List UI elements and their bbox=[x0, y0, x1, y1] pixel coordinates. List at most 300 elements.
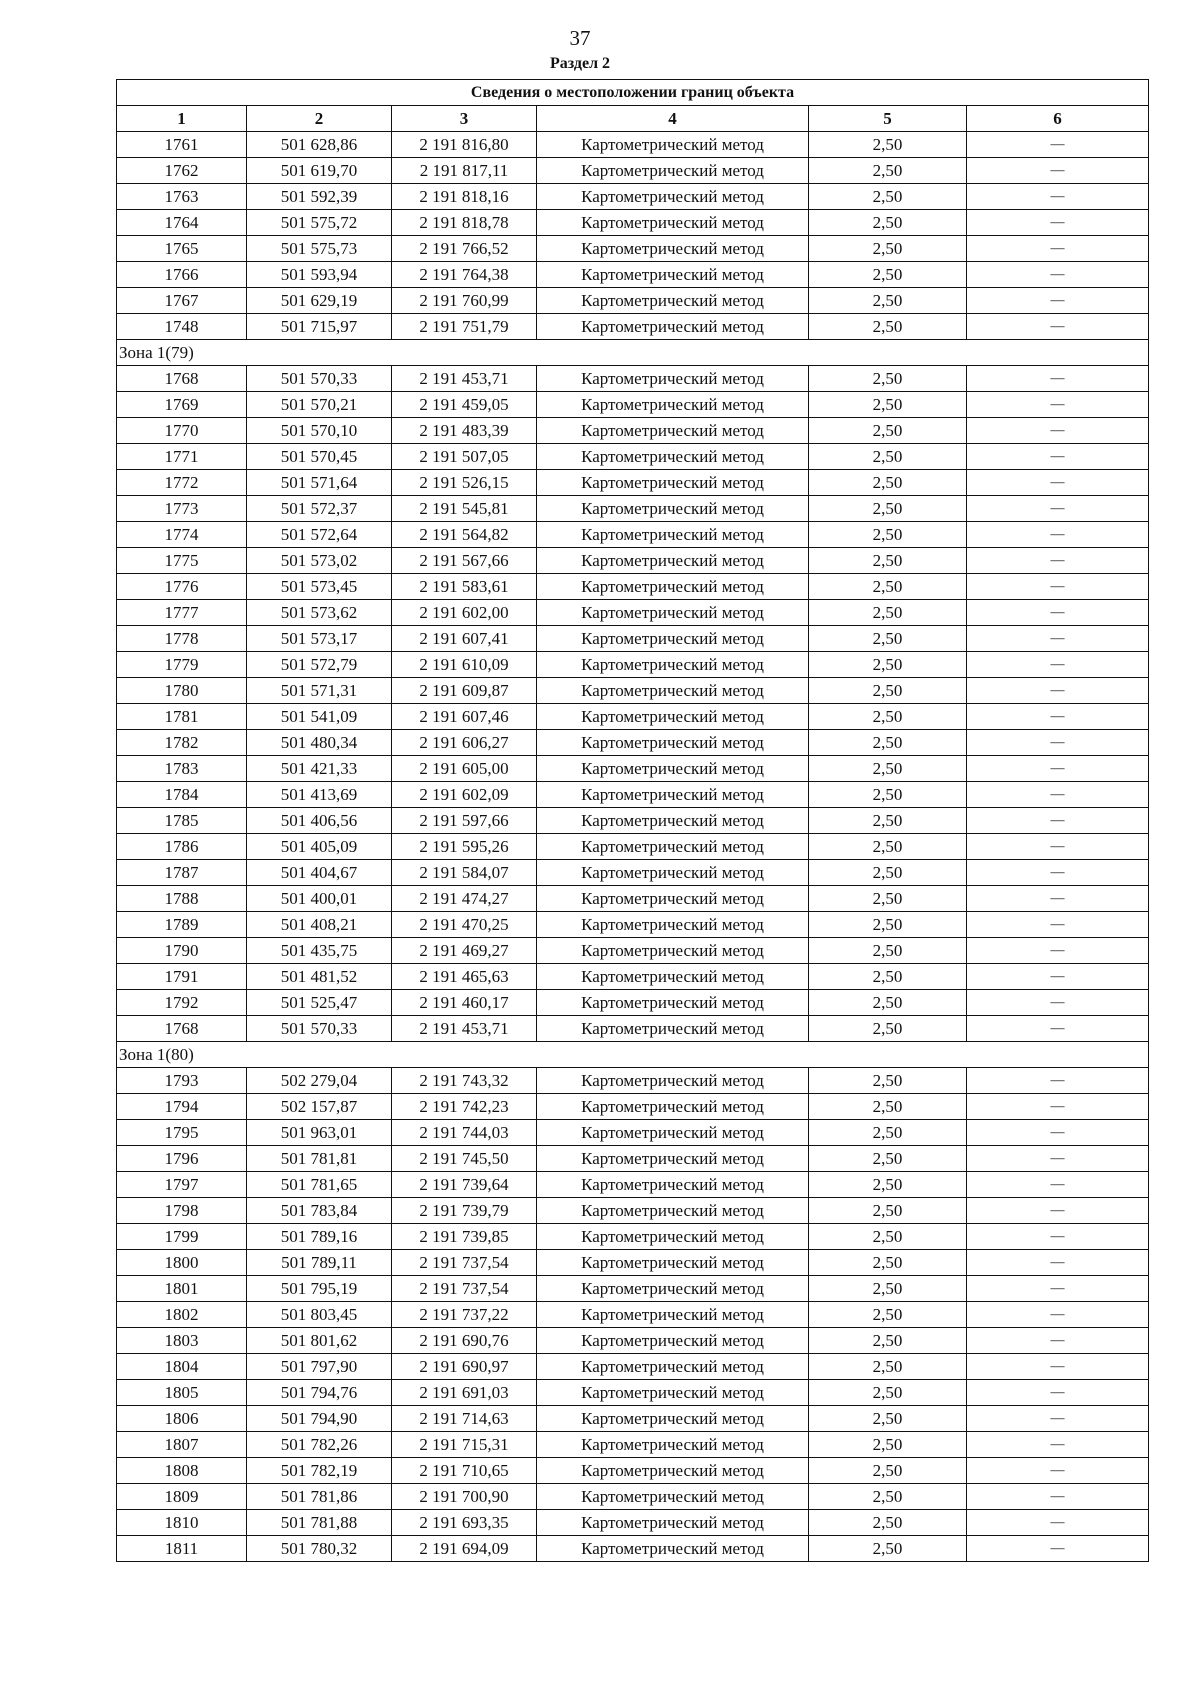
x-coordinate: 501 571,31 bbox=[247, 678, 392, 704]
method: Картометрический метод bbox=[537, 1380, 809, 1406]
accuracy: 2,50 bbox=[809, 678, 967, 704]
point-number: 1778 bbox=[117, 626, 247, 652]
accuracy: 2,50 bbox=[809, 314, 967, 340]
point-number: 1800 bbox=[117, 1250, 247, 1276]
accuracy: 2,50 bbox=[809, 1198, 967, 1224]
description: — bbox=[967, 262, 1149, 288]
table-row bbox=[117, 1458, 1149, 1484]
method: Картометрический метод bbox=[537, 132, 809, 158]
point-number: 1768 bbox=[117, 366, 247, 392]
x-coordinate: 501 782,19 bbox=[247, 1458, 392, 1484]
x-coordinate: 501 570,10 bbox=[247, 418, 392, 444]
x-coordinate: 501 481,52 bbox=[247, 964, 392, 990]
description: — bbox=[967, 860, 1149, 886]
description: — bbox=[967, 392, 1149, 418]
x-coordinate: 501 571,64 bbox=[247, 470, 392, 496]
column-header: 3 bbox=[392, 106, 537, 132]
table-row bbox=[117, 730, 1149, 756]
x-coordinate: 501 400,01 bbox=[247, 886, 392, 912]
point-number: 1786 bbox=[117, 834, 247, 860]
point-number: 1802 bbox=[117, 1302, 247, 1328]
point-number: 1810 bbox=[117, 1510, 247, 1536]
column-header: 2 bbox=[247, 106, 392, 132]
x-coordinate: 501 801,62 bbox=[247, 1328, 392, 1354]
point-number: 1790 bbox=[117, 938, 247, 964]
description: — bbox=[967, 418, 1149, 444]
table-row bbox=[117, 548, 1149, 574]
description: — bbox=[967, 132, 1149, 158]
zone-label: Зона 1(79) bbox=[117, 340, 1149, 366]
accuracy: 2,50 bbox=[809, 548, 967, 574]
x-coordinate: 501 781,88 bbox=[247, 1510, 392, 1536]
table-row bbox=[117, 288, 1149, 314]
y-coordinate: 2 191 595,26 bbox=[392, 834, 537, 860]
x-coordinate: 501 572,37 bbox=[247, 496, 392, 522]
table-title-row bbox=[117, 80, 1149, 106]
accuracy: 2,50 bbox=[809, 184, 967, 210]
zone-label: Зона 1(80) bbox=[117, 1042, 1149, 1068]
method: Картометрический метод bbox=[537, 782, 809, 808]
table-row bbox=[117, 834, 1149, 860]
point-number: 1772 bbox=[117, 470, 247, 496]
accuracy: 2,50 bbox=[809, 1536, 967, 1562]
point-number: 1777 bbox=[117, 600, 247, 626]
y-coordinate: 2 191 744,03 bbox=[392, 1120, 537, 1146]
y-coordinate: 2 191 742,23 bbox=[392, 1094, 537, 1120]
description: — bbox=[967, 600, 1149, 626]
y-coordinate: 2 191 715,31 bbox=[392, 1432, 537, 1458]
description: — bbox=[967, 808, 1149, 834]
point-number: 1785 bbox=[117, 808, 247, 834]
description: — bbox=[967, 1120, 1149, 1146]
x-coordinate: 501 421,33 bbox=[247, 756, 392, 782]
accuracy: 2,50 bbox=[809, 522, 967, 548]
table-row bbox=[117, 1198, 1149, 1224]
y-coordinate: 2 191 745,50 bbox=[392, 1146, 537, 1172]
method: Картометрический метод bbox=[537, 834, 809, 860]
table-row bbox=[117, 314, 1149, 340]
method: Картометрический метод bbox=[537, 730, 809, 756]
table-row bbox=[117, 1120, 1149, 1146]
description: — bbox=[967, 912, 1149, 938]
accuracy: 2,50 bbox=[809, 886, 967, 912]
table-row bbox=[117, 626, 1149, 652]
point-number: 1771 bbox=[117, 444, 247, 470]
method: Картометрический метод bbox=[537, 574, 809, 600]
table-row bbox=[117, 366, 1149, 392]
description: — bbox=[967, 834, 1149, 860]
method: Картометрический метод bbox=[537, 990, 809, 1016]
point-number: 1761 bbox=[117, 132, 247, 158]
description: — bbox=[967, 1380, 1149, 1406]
table-row bbox=[117, 964, 1149, 990]
table-title: Сведения о местоположении границ объекта bbox=[117, 80, 1149, 106]
description: — bbox=[967, 1146, 1149, 1172]
point-number: 1781 bbox=[117, 704, 247, 730]
y-coordinate: 2 191 751,79 bbox=[392, 314, 537, 340]
x-coordinate: 501 406,56 bbox=[247, 808, 392, 834]
point-number: 1764 bbox=[117, 210, 247, 236]
x-coordinate: 501 541,09 bbox=[247, 704, 392, 730]
table-row bbox=[117, 912, 1149, 938]
method: Картометрический метод bbox=[537, 1302, 809, 1328]
x-coordinate: 501 619,70 bbox=[247, 158, 392, 184]
point-number: 1795 bbox=[117, 1120, 247, 1146]
x-coordinate: 501 570,33 bbox=[247, 1016, 392, 1042]
y-coordinate: 2 191 507,05 bbox=[392, 444, 537, 470]
method: Картометрический метод bbox=[537, 392, 809, 418]
y-coordinate: 2 191 690,76 bbox=[392, 1328, 537, 1354]
y-coordinate: 2 191 760,99 bbox=[392, 288, 537, 314]
point-number: 1782 bbox=[117, 730, 247, 756]
point-number: 1792 bbox=[117, 990, 247, 1016]
description: — bbox=[967, 1198, 1149, 1224]
method: Картометрический метод bbox=[537, 678, 809, 704]
point-number: 1768 bbox=[117, 1016, 247, 1042]
point-number: 1789 bbox=[117, 912, 247, 938]
point-number: 1808 bbox=[117, 1458, 247, 1484]
point-number: 1765 bbox=[117, 236, 247, 262]
y-coordinate: 2 191 483,39 bbox=[392, 418, 537, 444]
accuracy: 2,50 bbox=[809, 288, 967, 314]
accuracy: 2,50 bbox=[809, 1068, 967, 1094]
table-row bbox=[117, 1510, 1149, 1536]
description: — bbox=[967, 1536, 1149, 1562]
x-coordinate: 501 573,17 bbox=[247, 626, 392, 652]
x-coordinate: 501 789,16 bbox=[247, 1224, 392, 1250]
zone-row bbox=[117, 340, 1149, 366]
x-coordinate: 501 573,62 bbox=[247, 600, 392, 626]
method: Картометрический метод bbox=[537, 808, 809, 834]
point-number: 1793 bbox=[117, 1068, 247, 1094]
point-number: 1784 bbox=[117, 782, 247, 808]
method: Картометрический метод bbox=[537, 1510, 809, 1536]
method: Картометрический метод bbox=[537, 262, 809, 288]
method: Картометрический метод bbox=[537, 912, 809, 938]
y-coordinate: 2 191 583,61 bbox=[392, 574, 537, 600]
description: — bbox=[967, 678, 1149, 704]
description: — bbox=[967, 704, 1149, 730]
description: — bbox=[967, 1406, 1149, 1432]
table-row bbox=[117, 444, 1149, 470]
method: Картометрический метод bbox=[537, 1484, 809, 1510]
table-row bbox=[117, 704, 1149, 730]
x-coordinate: 501 525,47 bbox=[247, 990, 392, 1016]
x-coordinate: 501 408,21 bbox=[247, 912, 392, 938]
point-number: 1748 bbox=[117, 314, 247, 340]
table-row bbox=[117, 938, 1149, 964]
table-row bbox=[117, 522, 1149, 548]
method: Картометрический метод bbox=[537, 652, 809, 678]
point-number: 1799 bbox=[117, 1224, 247, 1250]
page-number: 37 bbox=[569, 26, 591, 50]
x-coordinate: 501 629,19 bbox=[247, 288, 392, 314]
accuracy: 2,50 bbox=[809, 808, 967, 834]
table-row bbox=[117, 574, 1149, 600]
x-coordinate: 501 573,45 bbox=[247, 574, 392, 600]
method: Картометрический метод bbox=[537, 938, 809, 964]
accuracy: 2,50 bbox=[809, 1094, 967, 1120]
y-coordinate: 2 191 764,38 bbox=[392, 262, 537, 288]
y-coordinate: 2 191 739,64 bbox=[392, 1172, 537, 1198]
accuracy: 2,50 bbox=[809, 574, 967, 600]
table-row bbox=[117, 236, 1149, 262]
y-coordinate: 2 191 459,05 bbox=[392, 392, 537, 418]
accuracy: 2,50 bbox=[809, 938, 967, 964]
description: — bbox=[967, 1172, 1149, 1198]
y-coordinate: 2 191 460,17 bbox=[392, 990, 537, 1016]
point-number: 1806 bbox=[117, 1406, 247, 1432]
column-header: 4 bbox=[537, 106, 809, 132]
point-number: 1776 bbox=[117, 574, 247, 600]
method: Картометрический метод bbox=[537, 210, 809, 236]
table-row bbox=[117, 990, 1149, 1016]
method: Картометрический метод bbox=[537, 184, 809, 210]
accuracy: 2,50 bbox=[809, 1380, 967, 1406]
description: — bbox=[967, 158, 1149, 184]
accuracy: 2,50 bbox=[809, 392, 967, 418]
method: Картометрический метод bbox=[537, 1094, 809, 1120]
y-coordinate: 2 191 693,35 bbox=[392, 1510, 537, 1536]
table-row bbox=[117, 1406, 1149, 1432]
point-number: 1805 bbox=[117, 1380, 247, 1406]
point-number: 1791 bbox=[117, 964, 247, 990]
description: — bbox=[967, 1068, 1149, 1094]
point-number: 1809 bbox=[117, 1484, 247, 1510]
y-coordinate: 2 191 766,52 bbox=[392, 236, 537, 262]
x-coordinate: 501 570,21 bbox=[247, 392, 392, 418]
point-number: 1763 bbox=[117, 184, 247, 210]
x-coordinate: 501 794,76 bbox=[247, 1380, 392, 1406]
accuracy: 2,50 bbox=[809, 964, 967, 990]
y-coordinate: 2 191 690,97 bbox=[392, 1354, 537, 1380]
table-row bbox=[117, 860, 1149, 886]
description: — bbox=[967, 1328, 1149, 1354]
method: Картометрический метод bbox=[537, 1120, 809, 1146]
accuracy: 2,50 bbox=[809, 1406, 967, 1432]
table-row bbox=[117, 1328, 1149, 1354]
y-coordinate: 2 191 700,90 bbox=[392, 1484, 537, 1510]
x-coordinate: 501 628,86 bbox=[247, 132, 392, 158]
method: Картометрический метод bbox=[537, 600, 809, 626]
description: — bbox=[967, 548, 1149, 574]
point-number: 1811 bbox=[117, 1536, 247, 1562]
x-coordinate: 501 795,19 bbox=[247, 1276, 392, 1302]
point-number: 1762 bbox=[117, 158, 247, 184]
x-coordinate: 501 781,86 bbox=[247, 1484, 392, 1510]
accuracy: 2,50 bbox=[809, 1510, 967, 1536]
description: — bbox=[967, 964, 1149, 990]
column-header: 6 bbox=[967, 106, 1149, 132]
method: Картометрический метод bbox=[537, 522, 809, 548]
point-number: 1801 bbox=[117, 1276, 247, 1302]
description: — bbox=[967, 1354, 1149, 1380]
table-row bbox=[117, 1172, 1149, 1198]
description: — bbox=[967, 1016, 1149, 1042]
description: — bbox=[967, 1302, 1149, 1328]
point-number: 1788 bbox=[117, 886, 247, 912]
accuracy: 2,50 bbox=[809, 652, 967, 678]
table-row bbox=[117, 1354, 1149, 1380]
y-coordinate: 2 191 474,27 bbox=[392, 886, 537, 912]
table-row bbox=[117, 782, 1149, 808]
y-coordinate: 2 191 737,54 bbox=[392, 1276, 537, 1302]
accuracy: 2,50 bbox=[809, 990, 967, 1016]
x-coordinate: 501 781,65 bbox=[247, 1172, 392, 1198]
y-coordinate: 2 191 607,41 bbox=[392, 626, 537, 652]
table-row bbox=[117, 652, 1149, 678]
y-coordinate: 2 191 465,63 bbox=[392, 964, 537, 990]
method: Картометрический метод bbox=[537, 964, 809, 990]
x-coordinate: 501 803,45 bbox=[247, 1302, 392, 1328]
y-coordinate: 2 191 609,87 bbox=[392, 678, 537, 704]
method: Картометрический метод bbox=[537, 366, 809, 392]
x-coordinate: 501 963,01 bbox=[247, 1120, 392, 1146]
description: — bbox=[967, 522, 1149, 548]
x-coordinate: 501 405,09 bbox=[247, 834, 392, 860]
y-coordinate: 2 191 606,27 bbox=[392, 730, 537, 756]
method: Картометрический метод bbox=[537, 548, 809, 574]
x-coordinate: 501 789,11 bbox=[247, 1250, 392, 1276]
y-coordinate: 2 191 818,78 bbox=[392, 210, 537, 236]
method: Картометрический метод bbox=[537, 314, 809, 340]
description: — bbox=[967, 574, 1149, 600]
method: Картометрический метод bbox=[537, 1250, 809, 1276]
accuracy: 2,50 bbox=[809, 1354, 967, 1380]
method: Картометрический метод bbox=[537, 1068, 809, 1094]
point-number: 1767 bbox=[117, 288, 247, 314]
method: Картометрический метод bbox=[537, 418, 809, 444]
table-row bbox=[117, 756, 1149, 782]
y-coordinate: 2 191 470,25 bbox=[392, 912, 537, 938]
table-row bbox=[117, 1302, 1149, 1328]
method: Картометрический метод bbox=[537, 496, 809, 522]
x-coordinate: 501 572,64 bbox=[247, 522, 392, 548]
point-number: 1774 bbox=[117, 522, 247, 548]
point-number: 1798 bbox=[117, 1198, 247, 1224]
method: Картометрический метод bbox=[537, 1224, 809, 1250]
x-coordinate: 501 715,97 bbox=[247, 314, 392, 340]
x-coordinate: 501 572,79 bbox=[247, 652, 392, 678]
table-row bbox=[117, 470, 1149, 496]
description: — bbox=[967, 236, 1149, 262]
table-row bbox=[117, 210, 1149, 236]
y-coordinate: 2 191 584,07 bbox=[392, 860, 537, 886]
y-coordinate: 2 191 602,09 bbox=[392, 782, 537, 808]
table-row bbox=[117, 1094, 1149, 1120]
accuracy: 2,50 bbox=[809, 1146, 967, 1172]
table-row bbox=[117, 808, 1149, 834]
y-coordinate: 2 191 737,22 bbox=[392, 1302, 537, 1328]
method: Картометрический метод bbox=[537, 1016, 809, 1042]
y-coordinate: 2 191 602,00 bbox=[392, 600, 537, 626]
accuracy: 2,50 bbox=[809, 236, 967, 262]
point-number: 1773 bbox=[117, 496, 247, 522]
accuracy: 2,50 bbox=[809, 132, 967, 158]
accuracy: 2,50 bbox=[809, 730, 967, 756]
y-coordinate: 2 191 610,09 bbox=[392, 652, 537, 678]
x-coordinate: 501 794,90 bbox=[247, 1406, 392, 1432]
y-coordinate: 2 191 817,11 bbox=[392, 158, 537, 184]
table-row bbox=[117, 184, 1149, 210]
description: — bbox=[967, 1484, 1149, 1510]
y-coordinate: 2 191 739,85 bbox=[392, 1224, 537, 1250]
boundary-coordinates-table bbox=[116, 79, 1149, 1562]
section-title: Раздел 2 bbox=[549, 55, 611, 72]
description: — bbox=[967, 938, 1149, 964]
method: Картометрический метод bbox=[537, 1198, 809, 1224]
method: Картометрический метод bbox=[537, 470, 809, 496]
x-coordinate: 501 404,67 bbox=[247, 860, 392, 886]
table-row bbox=[117, 1068, 1149, 1094]
y-coordinate: 2 191 694,09 bbox=[392, 1536, 537, 1562]
x-coordinate: 501 781,81 bbox=[247, 1146, 392, 1172]
description: — bbox=[967, 1094, 1149, 1120]
point-number: 1796 bbox=[117, 1146, 247, 1172]
table-row bbox=[117, 600, 1149, 626]
description: — bbox=[967, 314, 1149, 340]
y-coordinate: 2 191 607,46 bbox=[392, 704, 537, 730]
x-coordinate: 501 480,34 bbox=[247, 730, 392, 756]
method: Картометрический метод bbox=[537, 288, 809, 314]
point-number: 1780 bbox=[117, 678, 247, 704]
description: — bbox=[967, 366, 1149, 392]
method: Картометрический метод bbox=[537, 1458, 809, 1484]
y-coordinate: 2 191 526,15 bbox=[392, 470, 537, 496]
x-coordinate: 502 279,04 bbox=[247, 1068, 392, 1094]
column-header: 5 bbox=[809, 106, 967, 132]
accuracy: 2,50 bbox=[809, 1328, 967, 1354]
table-row bbox=[117, 1380, 1149, 1406]
method: Картометрический метод bbox=[537, 1536, 809, 1562]
description: — bbox=[967, 288, 1149, 314]
description: — bbox=[967, 782, 1149, 808]
table-row bbox=[117, 1276, 1149, 1302]
method: Картометрический метод bbox=[537, 236, 809, 262]
table-row bbox=[117, 1146, 1149, 1172]
x-coordinate: 501 592,39 bbox=[247, 184, 392, 210]
description: — bbox=[967, 1510, 1149, 1536]
point-number: 1804 bbox=[117, 1354, 247, 1380]
x-coordinate: 501 570,33 bbox=[247, 366, 392, 392]
description: — bbox=[967, 210, 1149, 236]
y-coordinate: 2 191 691,03 bbox=[392, 1380, 537, 1406]
y-coordinate: 2 191 567,66 bbox=[392, 548, 537, 574]
accuracy: 2,50 bbox=[809, 158, 967, 184]
accuracy: 2,50 bbox=[809, 756, 967, 782]
point-number: 1787 bbox=[117, 860, 247, 886]
table-row bbox=[117, 132, 1149, 158]
method: Картометрический метод bbox=[537, 1276, 809, 1302]
y-coordinate: 2 191 605,00 bbox=[392, 756, 537, 782]
accuracy: 2,50 bbox=[809, 1016, 967, 1042]
y-coordinate: 2 191 564,82 bbox=[392, 522, 537, 548]
table-row bbox=[117, 392, 1149, 418]
table-row bbox=[117, 886, 1149, 912]
accuracy: 2,50 bbox=[809, 1172, 967, 1198]
x-coordinate: 501 575,72 bbox=[247, 210, 392, 236]
x-coordinate: 501 413,69 bbox=[247, 782, 392, 808]
point-number: 1797 bbox=[117, 1172, 247, 1198]
method: Картометрический метод bbox=[537, 444, 809, 470]
table-row bbox=[117, 1224, 1149, 1250]
accuracy: 2,50 bbox=[809, 444, 967, 470]
table-row bbox=[117, 1250, 1149, 1276]
table-row bbox=[117, 1432, 1149, 1458]
method: Картометрический метод bbox=[537, 1432, 809, 1458]
accuracy: 2,50 bbox=[809, 1458, 967, 1484]
accuracy: 2,50 bbox=[809, 210, 967, 236]
